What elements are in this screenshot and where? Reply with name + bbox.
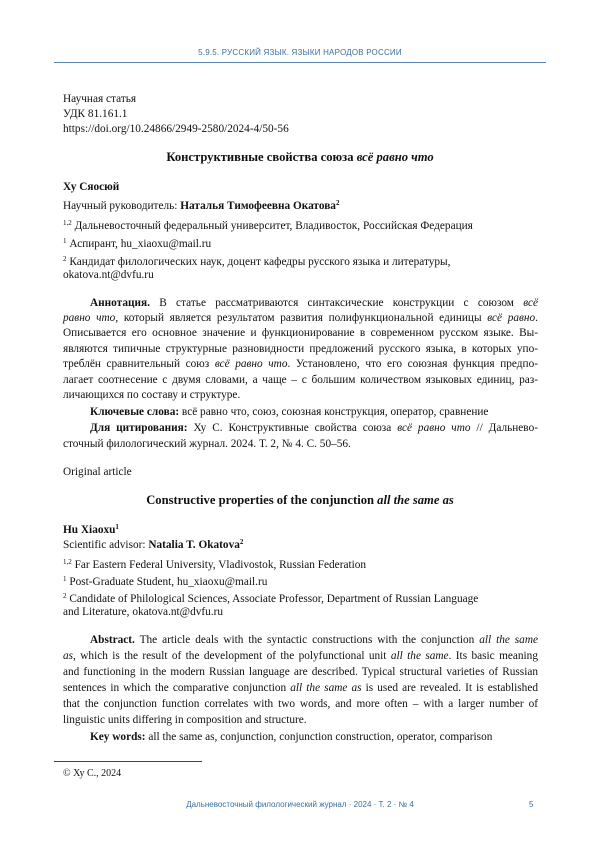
- abstract-ru-line6: лагает соотнесение с двумя словами, а чаще – с большим количеством языковых единиц, раз-: [63, 374, 538, 386]
- advisor-ru: Научный руководитель: Наталья Тимофеевна Окатова$^2$: [63, 199, 340, 212]
- title-ru: Конструктивные свойства союза всё равно что: [166, 150, 434, 164]
- advisor-en: Scientific advisor: Natalia T. Okatova$^2$: [63, 538, 244, 551]
- author-en: Hu Xiaoxu$^1$: [63, 523, 119, 536]
- udk: УДК 81.161.1: [63, 108, 128, 120]
- keywords-ru: Ключевые слова: всё равно что, союз, союзная конструкция, оператор, сравнение: [90, 406, 489, 418]
- citation-ru-line2: сточный филологический журнал. 2024. Т. 2, № 4. С. 50–56.: [63, 438, 351, 450]
- doi-link[interactable]: https://doi.org/10.24866/2949-2580/2024-4/50-56: [63, 123, 289, 135]
- note2-en: $^2$ Candidate of Philological Sciences, Associate Professor, Department of Russian Language: [63, 592, 479, 605]
- abstract-en-line2: as, which is the result of the development of the polyfunctional unit all the same. Its basic meaning: [63, 650, 538, 662]
- affiliation-ru: $^{1,2}$ Дальневосточный федеральный университет, Владивосток, Российская Федерация: [63, 219, 473, 232]
- note1-ru: $^1$ Аспирант, hu_xiaoxu@mail.ru: [63, 237, 212, 250]
- abstract-en-line4: sentences in which the comparative conjunction all the same as is used are revealed. It is established: [63, 682, 538, 694]
- abstract-ru-line7: личающихся по составу и структуре.: [63, 389, 241, 401]
- copyright-footnote: © Ху С., 2024: [63, 768, 122, 779]
- abstract-en-line1: Abstract. The article deals with the syntactic constructions with the conjunction all the same: [90, 634, 539, 646]
- abstract-en-line6: linguistic units differing in composition and structure.: [63, 714, 307, 726]
- article-type-ru: Научная статья: [63, 93, 137, 105]
- footnote-divider: [54, 761, 202, 762]
- abstract-en-line3: and functioning in the modern Russian language are described. Typical structural varieties of Russian: [63, 666, 538, 678]
- abstract-ru-line5: треблён сравнительный союз всё равно что. Установлено, что его союзная функция предпо-: [63, 358, 538, 370]
- abstract-en-line5: that the conjunction function correlates with two words, and more often – with a larger number of: [63, 698, 538, 710]
- running-footer: Дальневосточный филологический журнал · 2024 · Т. 2 · № 4: [186, 800, 414, 809]
- title-en: Constructive properties of the conjunction all the same as: [146, 493, 454, 507]
- abstract-ru-line4: являются типичные структурные разновидности предложений русского языка, в которых упо-: [63, 343, 538, 355]
- affiliation-en: $^{1,2}$ Far Eastern Federal University, Vladivostok, Russian Federation: [63, 558, 367, 571]
- note2-ru: $^2$ Кандидат филологических наук, доцент кафедры русского языка и литературы,: [63, 255, 451, 268]
- running-header: 5.9.5. РУССКИЙ ЯЗЫК. ЯЗЫКИ НАРОДОВ РОССИИ: [198, 48, 402, 57]
- note2-ru-line2: okatova.nt@dvfu.ru: [63, 269, 154, 281]
- keywords-en: Key words: all the same as, conjunction, conjunction construction, operator, comparison: [90, 731, 493, 743]
- header-divider: [54, 62, 546, 63]
- citation-ru-line1: Для цитирования: Ху С. Конструктивные свойства союза всё равно что // Дальнево-: [90, 422, 538, 434]
- abstract-ru-line1: Аннотация. В статье рассматриваются синтаксические конструкции с союзом всё: [90, 297, 538, 309]
- note2-en-line2: and Literature, okatova.nt@dvfu.ru: [63, 606, 224, 618]
- abstract-ru-line3: Описывается его основное значение и функционирование в современном русском языке. Вы-: [63, 327, 538, 339]
- note1-en: $^1$ Post-Graduate Student, hu_xiaoxu@mail.ru: [63, 575, 268, 588]
- page-number: 5: [529, 800, 534, 809]
- abstract-ru-line2: равно что, который является результатом развития полифункциональной единицы всё равно.: [63, 312, 538, 324]
- author-ru: Ху Сяосюй: [63, 181, 120, 193]
- article-type-en: Original article: [63, 466, 132, 478]
